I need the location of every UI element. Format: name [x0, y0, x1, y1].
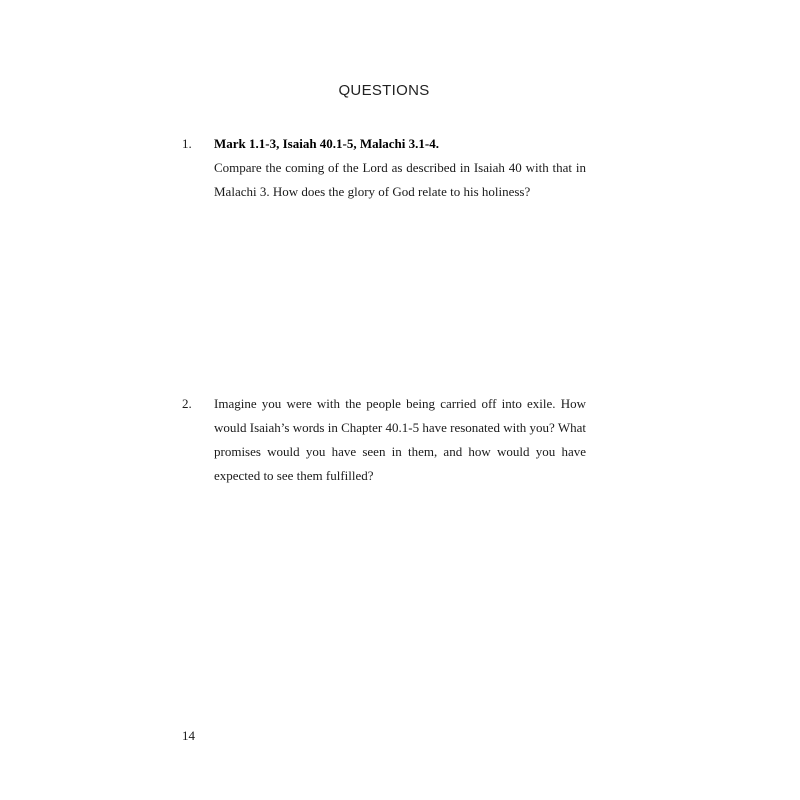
question-body — [214, 392, 586, 488]
page-number: 14 — [182, 728, 195, 743]
question-text: Imagine you were with the people being carried off into exile. How would Isaiah’s words in Chapter 40.1-5 have resonated with you? What promises would you have seen in them, and how would you have expected to see them fulfilled? — [214, 396, 586, 483]
question-number: 2. — [182, 396, 192, 411]
page-title: QUESTIONS — [338, 82, 430, 99]
question-number: 1. — [182, 136, 192, 151]
scripture-reference: Mark 1.1-3, Isaiah 40.1-5, Malachi 3.1-4. — [214, 136, 439, 151]
question-body — [214, 132, 586, 204]
question-text: Compare the coming of the Lord as described in Isaiah 40 with that in Malachi 3. How does the glory of God relate to his holiness? — [214, 160, 586, 199]
